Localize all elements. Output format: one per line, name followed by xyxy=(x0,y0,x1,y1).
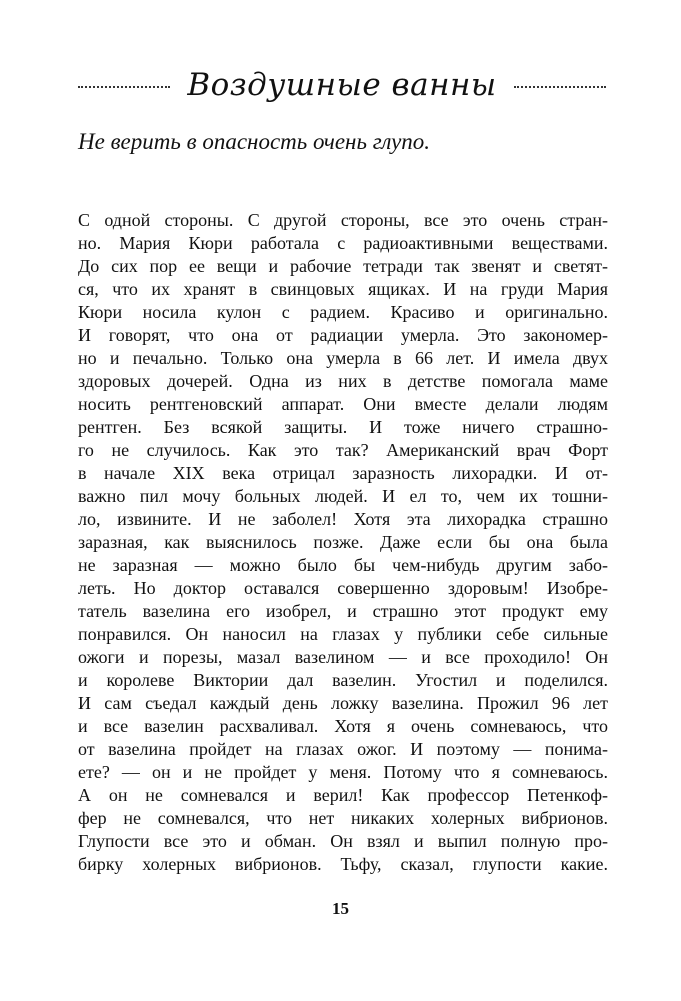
text-line: но и печально. Только она умерла в 66 лет. И имела двух xyxy=(78,348,608,368)
text-line: бирку холерных вибрионов. Тьфу, сказал, глупости какие. xyxy=(78,854,608,874)
text-line: здоровых дочерей. Одна из них в детстве помогала маме xyxy=(78,371,608,391)
text-line: леть. Но доктор оставался совершенно здоровым! Изобре- xyxy=(78,578,608,598)
text-line: И говорят, что она от радиации умерла. Это закономер- xyxy=(78,325,608,345)
text-line: Кюри носила кулон с радием. Красиво и оригинально. xyxy=(78,302,608,322)
text-line: в начале XIX века отрицал заразность лихорадки. И от- xyxy=(78,463,608,483)
text-line: Глупости все это и обман. Он взял и выпил полную про- xyxy=(78,831,608,851)
epigraph: Не верить в опасность очень глупо. xyxy=(78,129,431,154)
text-line: татель вазелина его изобрел, и страшно этот продукт ему xyxy=(78,601,608,621)
text-line: ся, что их хранят в свинцовых ящиках. И на груди Мария xyxy=(78,279,608,299)
text-line: ло, извините. И не заболел! Хотя эта лихорадка страшно xyxy=(78,509,608,529)
text-line: понравился. Он наносил на глазах у публики себе сильные xyxy=(78,624,608,644)
text-line: рентген. Без всякой защиты. И тоже ничего страшно- xyxy=(78,417,608,437)
page-number: 15 xyxy=(332,899,349,918)
text-line: но. Мария Кюри работала с радиоактивными веществами. xyxy=(78,233,608,253)
header-dotted-rule-left xyxy=(78,86,170,88)
text-line: фер не сомневался, что нет никаких холерных вибрионов. xyxy=(78,808,608,828)
text-line: ете? — он и не пройдет у меня. Потому что я сомневаюсь. xyxy=(78,762,608,782)
body-paragraph xyxy=(78,209,608,876)
text-line: С одной стороны. С другой стороны, все это очень стран- xyxy=(78,210,608,230)
text-line: До сих пор ее вещи и рабочие тетради так звенят и светят- xyxy=(78,256,608,276)
text-line: и королеве Виктории дал вазелин. Угостил и поделился. xyxy=(78,670,608,690)
text-line: важно пил мочу больных людей. И ел то, чем их тошни- xyxy=(78,486,608,506)
running-header xyxy=(78,62,606,110)
text-line: и все вазелин расхваливал. Хотя я очень сомневаюсь, что xyxy=(78,716,608,736)
text-line: А он не сомневался и верил! Как профессор Петенкоф- xyxy=(78,785,608,805)
text-line: от вазелина пройдет на глазах ожог. И поэтому — понима- xyxy=(78,739,608,759)
text-line: не заразная — можно было бы чем-нибудь другим забо- xyxy=(78,555,608,575)
chapter-title: Воздушные ванны xyxy=(187,67,497,103)
text-line: заразная, как выяснилось позже. Даже если бы она была xyxy=(78,532,608,552)
header-dotted-rule-right xyxy=(514,86,606,88)
text-line: го не случилось. Как это так? Американский врач Форт xyxy=(78,440,608,460)
text-line: И сам съедал каждый день ложку вазелина. Прожил 96 лет xyxy=(78,693,608,713)
text-line: ожоги и порезы, мазал вазелином — и все проходило! Он xyxy=(78,647,608,667)
text-line: носить рентгеновский аппарат. Они вместе делали людям xyxy=(78,394,608,414)
